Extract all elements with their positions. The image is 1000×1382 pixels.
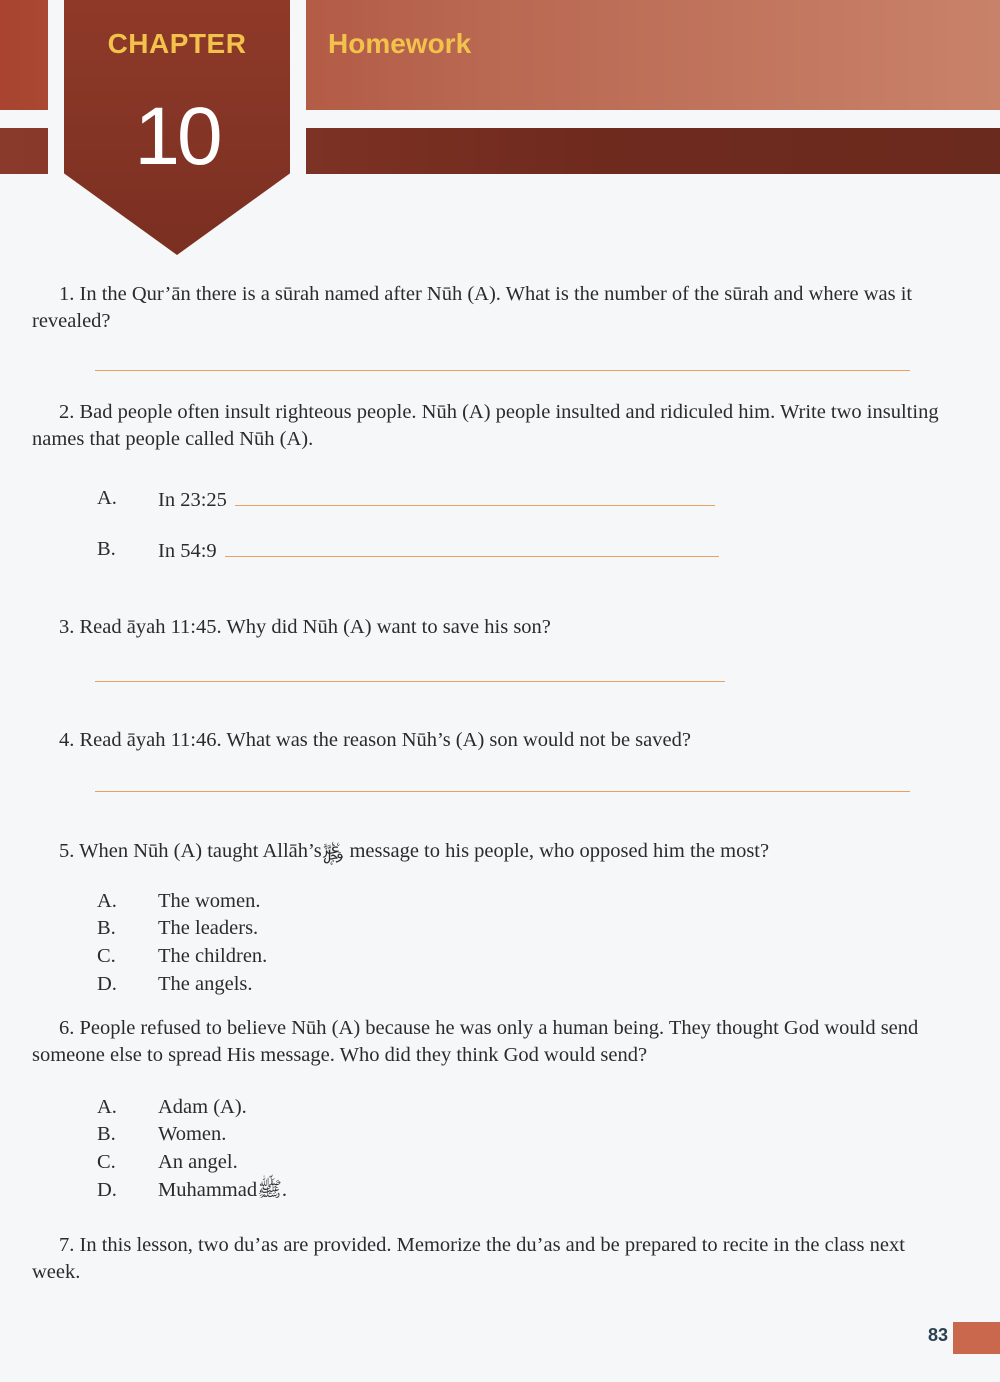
- answer-line-4[interactable]: [95, 791, 910, 792]
- question-5-option-d[interactable]: [97, 971, 253, 998]
- question-3: 3. Read āyah 11:45. Why did Nūh (A) want to save his son?: [59, 616, 551, 638]
- option-letter: A.: [97, 487, 117, 509]
- answer-line-1[interactable]: [95, 370, 910, 371]
- option-text: An angel.: [158, 1151, 238, 1173]
- chapter-number: 10: [134, 91, 220, 182]
- option-letter: B.: [97, 1123, 116, 1145]
- option-text: In 23:25: [158, 489, 227, 511]
- chapter-label: CHAPTER: [107, 28, 247, 59]
- option-text: Adam (A).: [158, 1096, 247, 1118]
- option-letter: C.: [97, 945, 116, 967]
- option-letter: A.: [97, 890, 117, 912]
- question-5-option-c[interactable]: [97, 943, 267, 970]
- question-5-option-a[interactable]: [97, 888, 260, 915]
- option-letter: D.: [97, 1179, 117, 1201]
- question-6: 6. People refused to believe Nūh (A) because he was only a human being. They thought God would send someone else to spread His message. Who did they think God would send?: [32, 1017, 919, 1066]
- question-6-option-a[interactable]: [97, 1094, 247, 1121]
- question-2: 2. Bad people often insult righteous people. Nūh (A) people insulted and ridiculed him. Write two insulting names that people called Nūh (A).: [32, 401, 939, 450]
- question-7: 7. In this lesson, two du’as are provided. Memorize the du’as and be prepared to recite in the class next week.: [32, 1234, 905, 1283]
- question-6-option-b[interactable]: [97, 1121, 226, 1148]
- option-text: The angels.: [158, 973, 253, 995]
- option-text: Muhammadﷺ.: [158, 1179, 287, 1201]
- question-6-option-c[interactable]: [97, 1149, 238, 1176]
- question-5-option-b[interactable]: [97, 915, 258, 942]
- question-6-option-d[interactable]: [97, 1177, 287, 1204]
- page-tab: [953, 1322, 1000, 1354]
- option-text: The leaders.: [158, 917, 259, 939]
- option-letter: D.: [97, 973, 117, 995]
- option-text: Women.: [158, 1123, 227, 1145]
- answer-line-2a[interactable]: [235, 485, 715, 506]
- option-letter: C.: [97, 1151, 116, 1173]
- question-4: 4. Read āyah 11:46. What was the reason Nūh’s (A) son would not be saved?: [59, 729, 691, 751]
- question-1: 1. In the Qur’ān there is a sūrah named after Nūh (A). What is the number of the sūrah and where was it revealed?: [32, 283, 913, 332]
- question-2-option-a: [97, 485, 715, 514]
- option-letter: B.: [97, 538, 116, 560]
- question-2-option-b: [97, 536, 719, 565]
- option-text: In 54:9: [158, 540, 217, 562]
- option-text: The women.: [158, 890, 261, 912]
- option-letter: A.: [97, 1096, 117, 1118]
- option-text: The children.: [158, 945, 268, 967]
- page-title: Homework: [328, 28, 472, 59]
- option-letter: B.: [97, 917, 116, 939]
- answer-line-2b[interactable]: [225, 536, 719, 557]
- header-gap: [0, 110, 48, 128]
- answer-line-3[interactable]: [95, 681, 725, 682]
- question-5: 5. When Nūh (A) taught Allāh’s﷿ message to his people, who opposed him the most?: [59, 840, 770, 862]
- page-number: 83: [927, 1325, 948, 1345]
